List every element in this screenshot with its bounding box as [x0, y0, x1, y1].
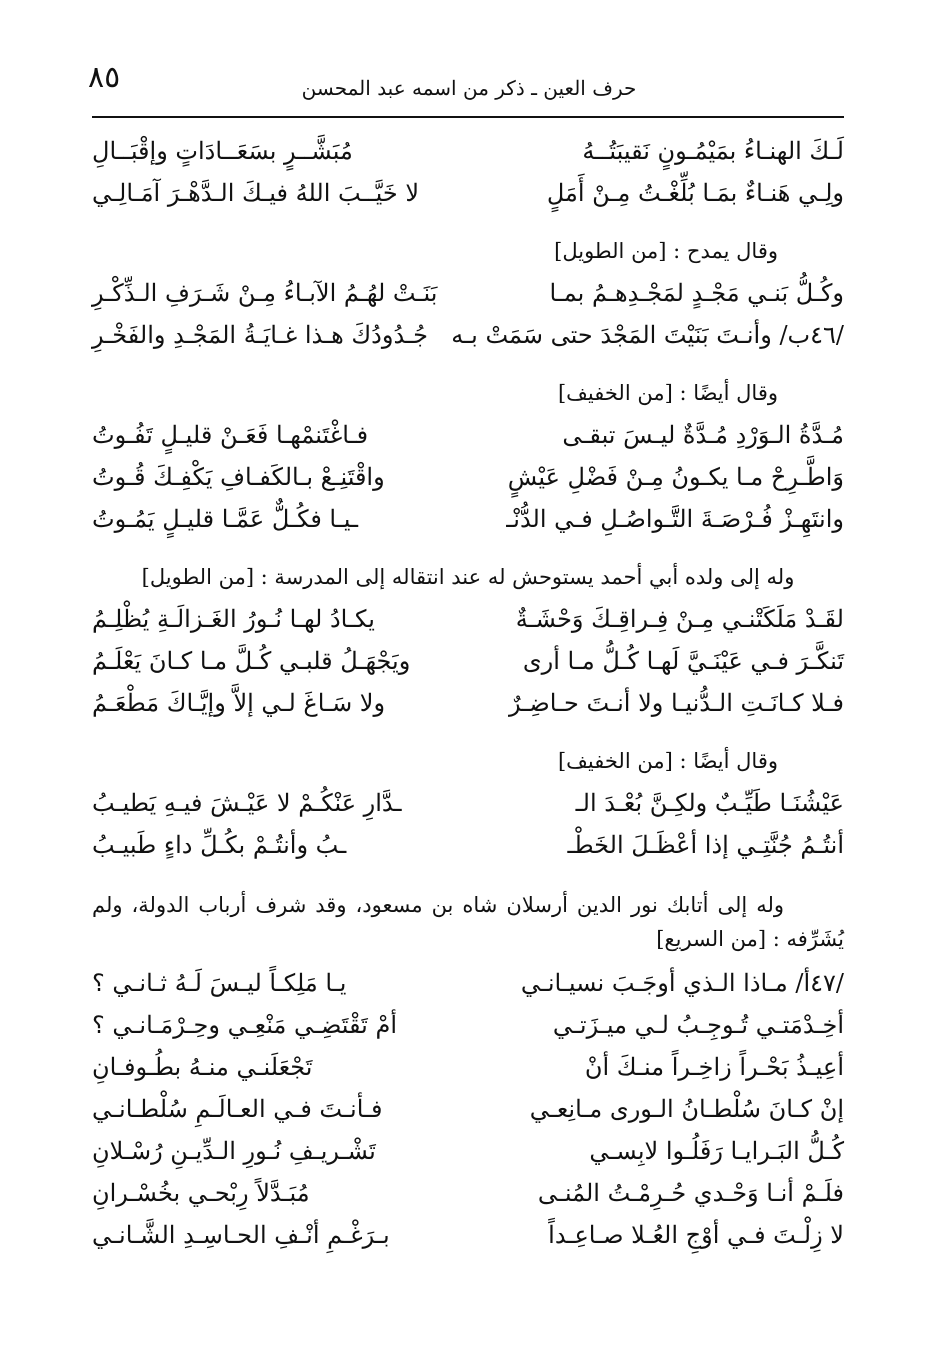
- poem-intro-paragraph: وله إلى أتابك نور الدين أرسلان شاه بن مسعود، وقد شرف أرباب الدولة، ولم يُشَرِّفه : [من السريع]: [92, 893, 844, 951]
- first-hemistich: إنْ كـانَ سُلْطـانُ الـورى مـانِعـي: [529, 1095, 844, 1123]
- first-hemistich: وَاطَّـرِحْ مـا يكـونُ مِـنْ فَضْلِ عَيْشٍ: [507, 463, 844, 491]
- first-hemistich: كُـلُّ البَـرايـا رَفَلُـوا لابِسـي: [589, 1137, 844, 1165]
- poem-block: [92, 230, 844, 356]
- second-hemistich: واقْتَنِـعْ بـالكَفـافِ يَكْفِـكَ قُـوتُ: [92, 463, 385, 491]
- verse-line: [92, 456, 844, 498]
- second-hemistich: يكـادُ لهـا نُـورُ الغَـزالَـةِ يُظْلِـمُ: [92, 605, 375, 633]
- poem-block: [92, 556, 844, 724]
- second-hemistich: بـرَغْـمِ أنْـفِ الحـاسِـدِ الشَّـانـي: [92, 1221, 390, 1249]
- first-hemistich: وكُـلُّ بَنـي مَجْـدٍ لمَجْـدِهـمُ بمـا: [549, 279, 844, 307]
- verse-line: [92, 1172, 844, 1214]
- second-hemistich: ـدَّارِ عَنْكُـمْ لا عَيْـشَ فيـهِ يَطيـبُ: [92, 789, 402, 817]
- first-hemistich: لقَـدْ مَلَكَتْنـي مِـنْ فِـراقِـكَ وَحْشَـةٌ: [515, 605, 844, 633]
- first-hemistich: أعِيـذُ بَحْـراً زاخِـراً منـكَ أنْ: [584, 1053, 844, 1081]
- second-hemistich: مُبَشَّــرٍ بسَعَــادَاتٍ وإقْبَــالِ: [92, 137, 353, 165]
- verse-line: [92, 1088, 844, 1130]
- verse-line: [92, 1046, 844, 1088]
- second-hemistich: بَنَـتْ لهُـمُ الآبـاءُ مِـنْ شَـرَفِ الـذِّكْـرِ: [92, 279, 438, 307]
- second-hemistich: ويَجْهَـلُ قلبـي كُـلَّ مـا كـانَ يَعْلَـمُ: [92, 647, 411, 675]
- verse-line: [92, 314, 844, 356]
- poem-block: [92, 740, 844, 866]
- first-hemistich: /٤٦ب/ وأنـتَ بَنَيْتَ المَجْدَ حتى سَمَتْ بـه: [451, 321, 844, 349]
- second-hemistich: لا خَيَّــبَ اللهُ فيـكَ الـدَّهْـرَ آمَـالِـي: [92, 179, 420, 207]
- second-hemistich: مُبَـدَّلاً رِبْحـي بخُسْـرانِ: [92, 1179, 310, 1207]
- second-hemistich: فـأنـتَ فـي العـالَـمِ سُلْطـانـي: [92, 1095, 383, 1123]
- first-hemistich: مُـدَّةُ الـوَرْدِ مُـدَّةٌ ليـسَ تبقـى: [562, 421, 844, 449]
- second-hemistich: ـبُ وأنتُـمْ بكُـلِّ داءٍ طَبيـبُ: [92, 831, 347, 859]
- verse-line: [92, 414, 844, 456]
- second-hemistich: ـيـا فكُـلٌّ عَمَّـا قليـلٍ يَمُـوتُ: [92, 505, 359, 533]
- first-hemistich: فـلا كـانَـتِ الـدُّنيـا ولا أنـتَ حـاضِـرٌ: [509, 689, 844, 717]
- verse-line: [92, 682, 844, 724]
- first-hemistich: أنتُـمُ جُنَّتِـي إذا أعْظَـلَ الخَطْـ: [567, 831, 844, 859]
- first-hemistich: أخِـدْمَتـي تُـوجِـبُ لـي ميـزَتـي: [552, 1011, 844, 1039]
- verse-line: [92, 962, 844, 1004]
- second-hemistich: جُـدُودُكَ هـذا غـايَـةُ المَجْـدِ والفَخْـرِ: [92, 321, 428, 349]
- second-hemistich: ولا سَـاغَ لـي إلاَّ وإيَّـاكَ مَطْعَـمُ: [92, 689, 386, 717]
- verse-line: [92, 824, 844, 866]
- verse-line: [92, 172, 844, 214]
- poem-block: [92, 372, 844, 540]
- verse-line: [92, 782, 844, 824]
- first-hemistich: فلَـمْ أنـا وَحْـدي حُـرِمْـتُ المُنـى: [537, 1179, 844, 1207]
- second-hemistich: فـاغْتَنمْهـا فَعَـنْ قليـلٍ تَفُـوتُ: [92, 421, 369, 449]
- poem-block: [92, 888, 844, 1256]
- poem-intro: وقال أيضًا : [من الخفيف]: [557, 381, 778, 405]
- poem-block: [92, 130, 844, 214]
- first-hemistich: /٤٧أ/ مـاذا الـذي أوجَـبَ نسيـانـي: [520, 969, 844, 997]
- verse-line: [92, 1004, 844, 1046]
- second-hemistich: تَشْـريـفِ نُـورِ الـدِّيـنِ رُسْـلانِ: [92, 1137, 376, 1165]
- verse-line: [92, 1130, 844, 1172]
- second-hemistich: أمْ تَقْتَضِـي مَنْعِـي وحِـرْمَـانـي ؟: [92, 1011, 398, 1039]
- verse-line: [92, 130, 844, 172]
- verse-line: [92, 498, 844, 540]
- header-rule: [92, 116, 844, 118]
- second-hemistich: تَجْعَلَنـي منـهُ بطُـوفـانِ: [92, 1053, 313, 1081]
- second-hemistich: يـا مَلِكـاً ليـسَ لَـهُ ثـانـي ؟: [92, 969, 347, 997]
- first-hemistich: وانتَهِـزْ فُـرْصَـةَ التَّـواصُـلِ فـي الدُّنْـ: [506, 505, 844, 533]
- running-head: حرف العين ـ ذكر من اسمه عبد المحسن: [301, 76, 637, 100]
- poem-intro: وقال أيضًا : [من الخفيف]: [557, 749, 778, 773]
- verse-line: [92, 1214, 844, 1256]
- page-body: [92, 130, 844, 1256]
- verse-line: [92, 272, 844, 314]
- poem-intro: وقال يمدح : [من الطويل]: [554, 239, 778, 263]
- verse-line: [92, 598, 844, 640]
- verse-line: [92, 640, 844, 682]
- first-hemistich: لا زِلْـتَ فـي أوْجِ العُـلا صـاعِـداً: [548, 1221, 844, 1249]
- poem-intro: وله إلى ولده أبي أحمد يستوحش له عند انتقاله إلى المدرسة : [من الطويل]: [141, 565, 795, 589]
- first-hemistich: ولِـي هَنـاءٌ بمَـا بُلِّغْـتُ مِـنْ أَمَلٍ: [546, 179, 844, 207]
- first-hemistich: لَـكَ الهنـاءُ بمَيْمُـونٍ نَقيبَتُــهُ: [582, 137, 844, 165]
- first-hemistich: تَنكَّـرَ فـي عَيْنَـيَّ لَهـا كُـلُّ مـا أرى: [522, 647, 844, 675]
- page-number: ٨٥: [88, 60, 121, 95]
- first-hemistich: عَيْشُنَـا طَيِّـبٌ ولكِـنَّ بُعْـدَ الـ: [575, 789, 844, 817]
